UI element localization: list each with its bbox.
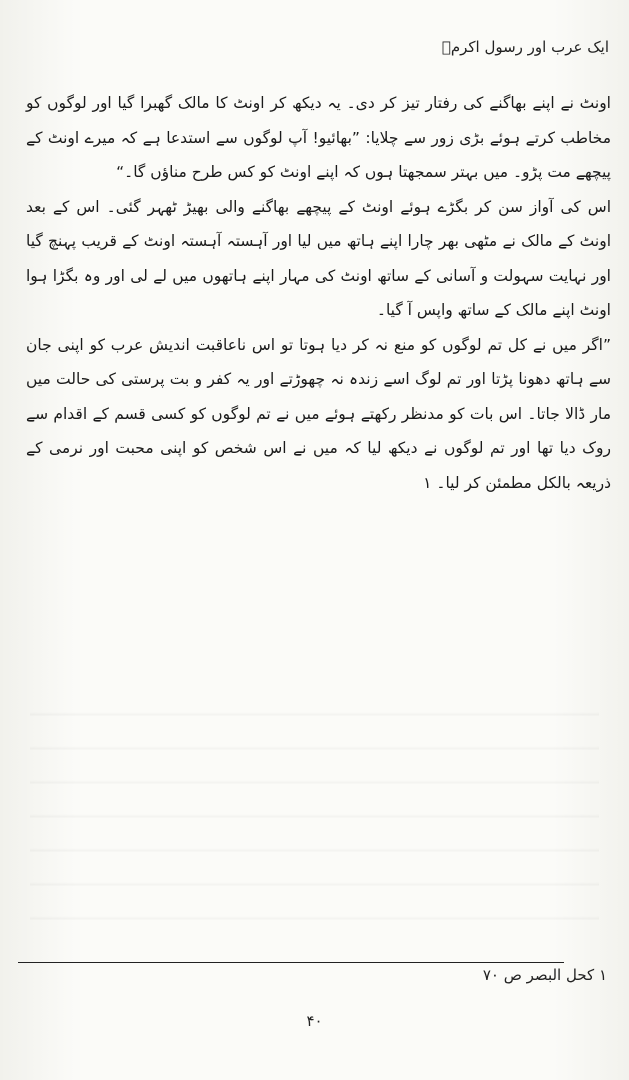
- page-number: ۴۰: [306, 1012, 323, 1030]
- footnote-divider: [18, 962, 564, 963]
- show-through-texture: [30, 700, 599, 950]
- running-header: ایک عرب اور رسول اکرمؐ: [441, 38, 609, 56]
- paragraph-3: ”اگر میں نے کل تم لوگوں کو منع نہ کر دیا ہوتا تو اس ناعاقبت اندیش عرب کو اپنی جان سے ہاتھ دھونا پڑتا اور تم لوگ اسے زندہ نہ چھوڑتے اور یہ کفر و بت پرستی کی حالت میں مار ڈالا جاتا۔ اس بات کو مدنظر رکھتے ہوئے میں نے تم لوگوں کو کسی قسم کے اقدام سے روک دیا تھا اور تم لوگوں نے دیکھ لیا کہ میں نے اس شخص کو اپنی محبت اور نرمی کے ذریعہ بالکل مطمئن کر لیا۔ ۱: [26, 335, 611, 492]
- footnote: ۱ کحل البصر ص ۷۰: [482, 966, 607, 984]
- main-text: [26, 86, 611, 500]
- paragraph-1: اونٹ نے اپنے بھاگنے کی رفتار تیز کر دی۔ یہ دیکھ کر اونٹ کا مالک گھبرا گیا اور لوگوں کو مخاطب کرتے ہوئے بڑی زور سے چلایا: ”بھائیو! آپ لوگوں سے استدعا ہے کہ میرے اونٹ کے پیچھے مت پڑو۔ میں بہتر سمجھتا ہوں کہ اپنے اونٹ کو کس طرح مناؤں گا۔“: [26, 94, 611, 181]
- paragraph-2: اس کی آواز سن کر بگڑے ہوئے اونٹ کے پیچھے بھاگنے والی بھیڑ ٹھہر گئی۔ اس کے بعد اونٹ کے مالک نے مٹھی بھر چارا اپنے ہاتھ میں لیا اور آہستہ آہستہ اونٹ کے قریب پہنچ گیا اور نہایت سہولت و آسانی کے ساتھ اونٹ کی مہار اپنے ہاتھوں میں لے لی اور وہ بگڑا ہوا اونٹ اپنے مالک کے ساتھ واپس آ گیا۔: [26, 197, 611, 319]
